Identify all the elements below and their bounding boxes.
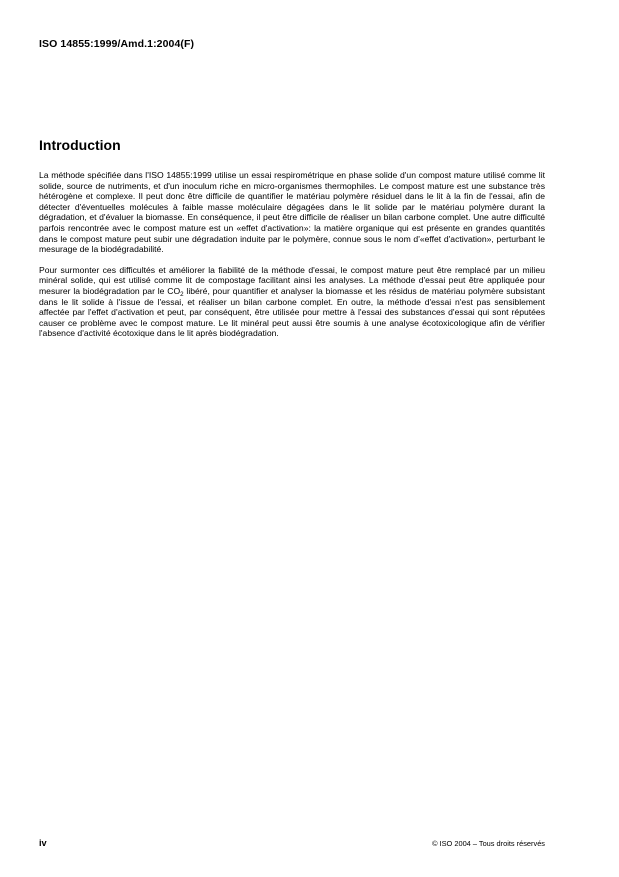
- section-title: Introduction: [39, 137, 121, 153]
- document-identifier: ISO 14855:1999/Amd.1:2004(F): [39, 38, 195, 50]
- paragraph-2: [39, 265, 545, 339]
- copyright-notice: © ISO 2004 – Tous droits réservés: [432, 839, 545, 848]
- paragraph-2-text-end: libéré, pour quantifier et analyser la biomasse et les résidus de matériau polymère subsistant dans le lit solide à l'issue de l'essai, et réaliser un bilan carbone complet. En outre, la méthode d'essai n'est pas sensiblement affectée par l'effet d'activation et peut, par conséquent, être utilisée pour mettre à l'essai des substances d'essai qui sont réputées causer ce problème avec le compost mature. Le lit minéral peut aussi être soumis à une analyse écotoxicologique afin de vérifier l'absence d'activité écotoxique dans le lit après biodégradation.: [39, 285, 545, 339]
- co2-subscript: 2: [180, 290, 184, 298]
- body-text: [39, 170, 545, 349]
- paragraph-2-text-start: Pour surmonter ces difficultés et améliorer la fiabilité de la méthode d'essai, le compost mature peut être remplacé par un milieu minéral solide, qui est utilisé comme lit de compostage facilitant ainsi les analyses. La méthode d'essai peut être appliquée pour mesurer la biodégradation par le CO: [39, 264, 545, 296]
- page-number: iv: [39, 838, 47, 848]
- paragraph-1: La méthode spécifiée dans l'ISO 14855:1999 utilise un essai respirométrique en phase solide d'un compost mature utilisé comme lit solide, source de nutriments, et d'un inoculum riche en micro-organismes thermophiles. Le compost mature est une substance très hétérogène et complexe. Il peut donc être difficile de quantifier le matériau polymère résiduel dans le lit à la fin de l'essai, afin de détecter d'éventuelles molécules à faible masse moléculaire dégagées dans le lit solide par le matériau polymère durant la dégradation, et d'évaluer la biomasse. En conséquence, il peut être difficile de réaliser un bilan carbone complet. Une autre difficulté parfois rencontrée avec le compost mature est un «effet d'activation»: la matière organique qui est présente en grandes quantités dans le compost mature peut subir une dégradation induite par le polymère, connue sous le nom d'«effet d'activation», perturbant le mesurage de la biodégradabilité.: [39, 170, 545, 255]
